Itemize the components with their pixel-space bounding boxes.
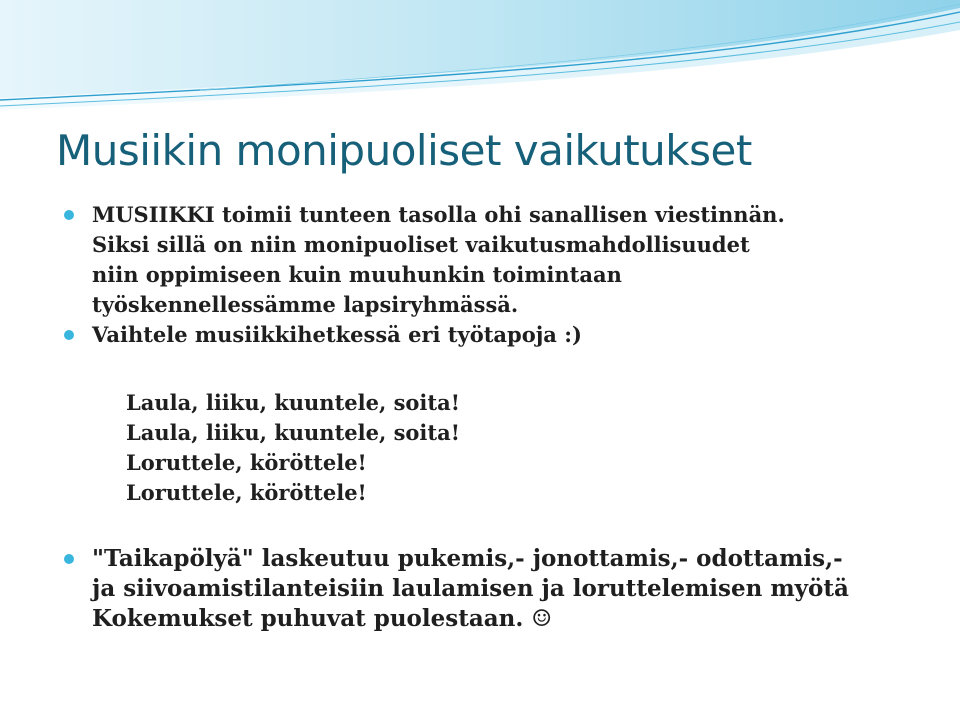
activity-line-2: Laula, liiku, kuuntele, soita! xyxy=(126,420,460,445)
bullet-dot-icon xyxy=(64,210,74,220)
bullet-3-line-1: "Taikapölyä" laskeutuu pukemis,- jonottamis,- odottamis,- xyxy=(92,545,843,572)
activity-line-3: Loruttele, köröttele! xyxy=(126,450,367,475)
bullet-1-line-4: työskennellessämme lapsiryhmässä. xyxy=(92,292,519,317)
bullet-item-3 xyxy=(62,544,942,634)
decorative-wave-header xyxy=(0,0,960,120)
slide-title: Musiikin monipuoliset vaikutukset xyxy=(56,126,752,175)
bullet-2-line-1: Vaihtele musiikkihetkessä eri työtapoja :) xyxy=(92,322,582,347)
bullet-item-2 xyxy=(62,320,942,350)
bullet-dot-icon xyxy=(64,554,74,564)
bullet-dot-icon xyxy=(64,330,74,340)
activity-line-1: Laula, liiku, kuuntele, soita! xyxy=(126,390,460,415)
bullet-1-line-2: Siksi sillä on niin monipuoliset vaikutusmahdollisuudet xyxy=(92,232,750,257)
bullet-1-line-3: niin oppimiseen kuin muuhunkin toimintaan xyxy=(92,262,622,287)
bullet-3-line-2: ja siivoamistilanteisiin laulamisen ja loruttelemisen myötä xyxy=(92,575,849,602)
bullet-item-1 xyxy=(62,200,942,320)
activity-line-4: Loruttele, köröttele! xyxy=(126,480,367,505)
bullet-1-line-1: MUSIIKKI toimii tunteen tasolla ohi sanallisen viestinnän. xyxy=(92,202,785,227)
activity-list xyxy=(62,388,942,508)
slide-body xyxy=(62,200,942,634)
bullet-3-line-3: Kokemukset puhuvat puolestaan. ☺ xyxy=(92,605,552,632)
